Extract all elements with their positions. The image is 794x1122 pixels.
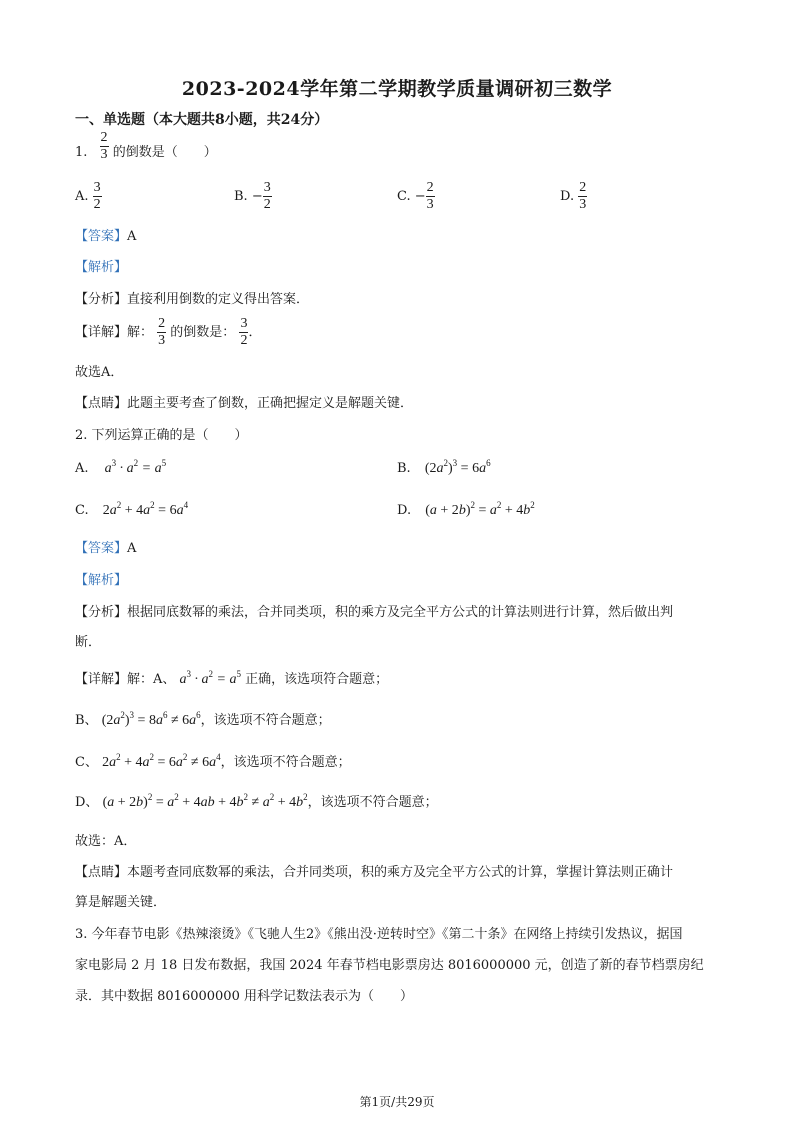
option-frac-den: 3 (579, 197, 587, 212)
option-fraction (578, 180, 587, 213)
frac-num: 2 (158, 316, 166, 331)
q3-line-2: 家电影局 2 月 18 日发布数据，我国 2024 年春节档电影票房达 8016000000 元，创造了新的春节档票房纪 (75, 958, 704, 973)
q2-jiexi-tag: 【解析】 (75, 573, 128, 588)
q2-stem: 2. 下列运算正确的是（ ） (75, 428, 248, 443)
frac-den: 3 (158, 333, 166, 348)
q1-option-d (560, 180, 587, 213)
q2-xiangjie-a (75, 668, 388, 688)
q1-fraction (100, 130, 109, 163)
option-fraction (93, 180, 102, 213)
xiangjie-end: ，该选项不符合题意； (200, 713, 331, 728)
q2-guxuan: 故选：A． (75, 834, 137, 849)
q1-answer (75, 225, 136, 244)
xiangjie-expression: $a^3 \cdot a^2 = a^5$ (179, 669, 241, 687)
q1-stem (75, 130, 217, 169)
option-label: D. (397, 503, 412, 518)
q2-dianjing-2: 算是解题关键． (75, 895, 167, 910)
q1-frac-num: 2 (100, 130, 108, 145)
option-expression: $a^3 \cdot a^2 = a^5$ (104, 458, 167, 476)
q2-option-a (75, 458, 166, 477)
option-fraction (263, 180, 272, 213)
option-expression: $(2a^2)^3 = 6a^6$ (424, 458, 491, 476)
q1-dianjing: 【点睛】此题主要考查了倒数，正确把握定义是解题关键． (75, 396, 414, 411)
option-frac-num: 3 (93, 180, 101, 195)
q1-option-b (234, 180, 272, 213)
option-sign: − (251, 189, 263, 204)
option-fraction (426, 180, 435, 213)
option-label: D. (560, 189, 575, 204)
q1-frac-den: 3 (100, 147, 108, 162)
xiangjie-prefix: 【详解】解： (75, 325, 154, 340)
option-frac-num: 3 (263, 180, 271, 195)
option-frac-num: 2 (426, 180, 434, 195)
q2-fenxi-2: 断． (75, 635, 102, 650)
q2-xiangjie-d (75, 791, 438, 811)
xiangjie-prefix: C、 (75, 755, 98, 770)
page-footer: 第1页/共29页 (359, 1095, 435, 1109)
xiangjie-expression: $(a + 2b)^2 = a^2 + 4ab + 4b^2 \ne a^2 + 4b^2$ (102, 792, 308, 810)
option-sign: − (414, 189, 426, 204)
xiangjie-expression: $(2a^2)^3 = 8a^6 \ne 6a^6$ (101, 710, 201, 728)
answer-value: A (127, 541, 137, 556)
q2-option-c (75, 500, 188, 519)
frac-den: 2 (240, 333, 248, 348)
option-label: A. (75, 189, 89, 204)
q2-xiangjie-b (75, 709, 331, 729)
q1-fenxi: 【分析】直接利用倒数的定义得出答案． (75, 292, 310, 307)
option-frac-den: 2 (93, 197, 101, 212)
q1-option-a (75, 180, 102, 213)
option-label: C. (75, 503, 89, 518)
q1-option-c (397, 180, 435, 213)
option-label: C. (397, 189, 411, 204)
option-frac-den: 2 (263, 197, 271, 212)
q1-jiexi-tag: 【解析】 (75, 260, 128, 275)
xiangjie-end: ，该选项不符合题意； (220, 755, 351, 770)
xiangjie-prefix: B、 (75, 713, 98, 728)
q1-xiangjie (75, 316, 261, 349)
answer-value: A (127, 229, 137, 244)
q2-option-d (397, 500, 535, 519)
answer-tag: 【答案】 (75, 541, 128, 556)
option-label: B. (397, 461, 411, 476)
option-frac-den: 3 (426, 197, 434, 212)
q2-xiangjie-c (75, 751, 351, 771)
q3-line-1: 3. 今年春节电影《热辣滚烫》《飞驰人生2》《熊出没·逆转时空》《第二十条》在网络上持续引发热议，据国 (75, 927, 683, 942)
option-frac-num: 2 (579, 180, 587, 195)
q2-dianjing-1: 【点睛】本题考查同底数幂的乘法，合并同类项，积的乘方及完全平方公式的计算，掌握计算法则正确计 (75, 865, 674, 880)
xiangjie-end: 正确，该选项符合题意； (245, 672, 389, 687)
q1-stem-text: 的倒数是（ ） (112, 145, 217, 160)
frac-num: 3 (240, 316, 248, 331)
xiangjie-expression: $2a^2 + 4a^2 = 6a^2 \ne 6a^4$ (102, 752, 221, 770)
xiangjie-frac-1 (157, 316, 166, 349)
q1-number: 1. (75, 145, 88, 160)
option-label: B. (234, 189, 248, 204)
q3-line-3: 录．其中数据 8016000000 用科学记数法表示为（ ） (75, 989, 413, 1004)
q1-guxuan: 故选A． (75, 365, 124, 380)
xiangjie-end: ． (248, 325, 262, 340)
q2-answer (75, 537, 136, 556)
option-label: A. (75, 461, 89, 476)
option-expression: $2a^2 + 4a^2 = 6a^4$ (102, 500, 189, 518)
q2-fenxi-1: 【分析】根据同底数幂的乘法，合并同类项，积的乘方及完全平方公式的计算法则进行计算，然后做出判 (75, 605, 674, 620)
xiangjie-prefix: D、 (75, 795, 99, 810)
xiangjie-end: ，该选项不符合题意； (307, 795, 438, 810)
q2-option-b (397, 458, 491, 477)
page-title: 2023-2024学年第二学期教学质量调研初三数学 (181, 78, 613, 100)
section-heading: 一、单选题（本大题共8小题，共24分） (75, 112, 329, 128)
xiangjie-mid: 的倒数是： (170, 325, 236, 340)
option-expression: $(a + 2b)^2 = a^2 + 4b^2$ (425, 500, 535, 518)
answer-tag: 【答案】 (75, 229, 128, 244)
xiangjie-prefix: 【详解】解：A、 (75, 672, 176, 687)
